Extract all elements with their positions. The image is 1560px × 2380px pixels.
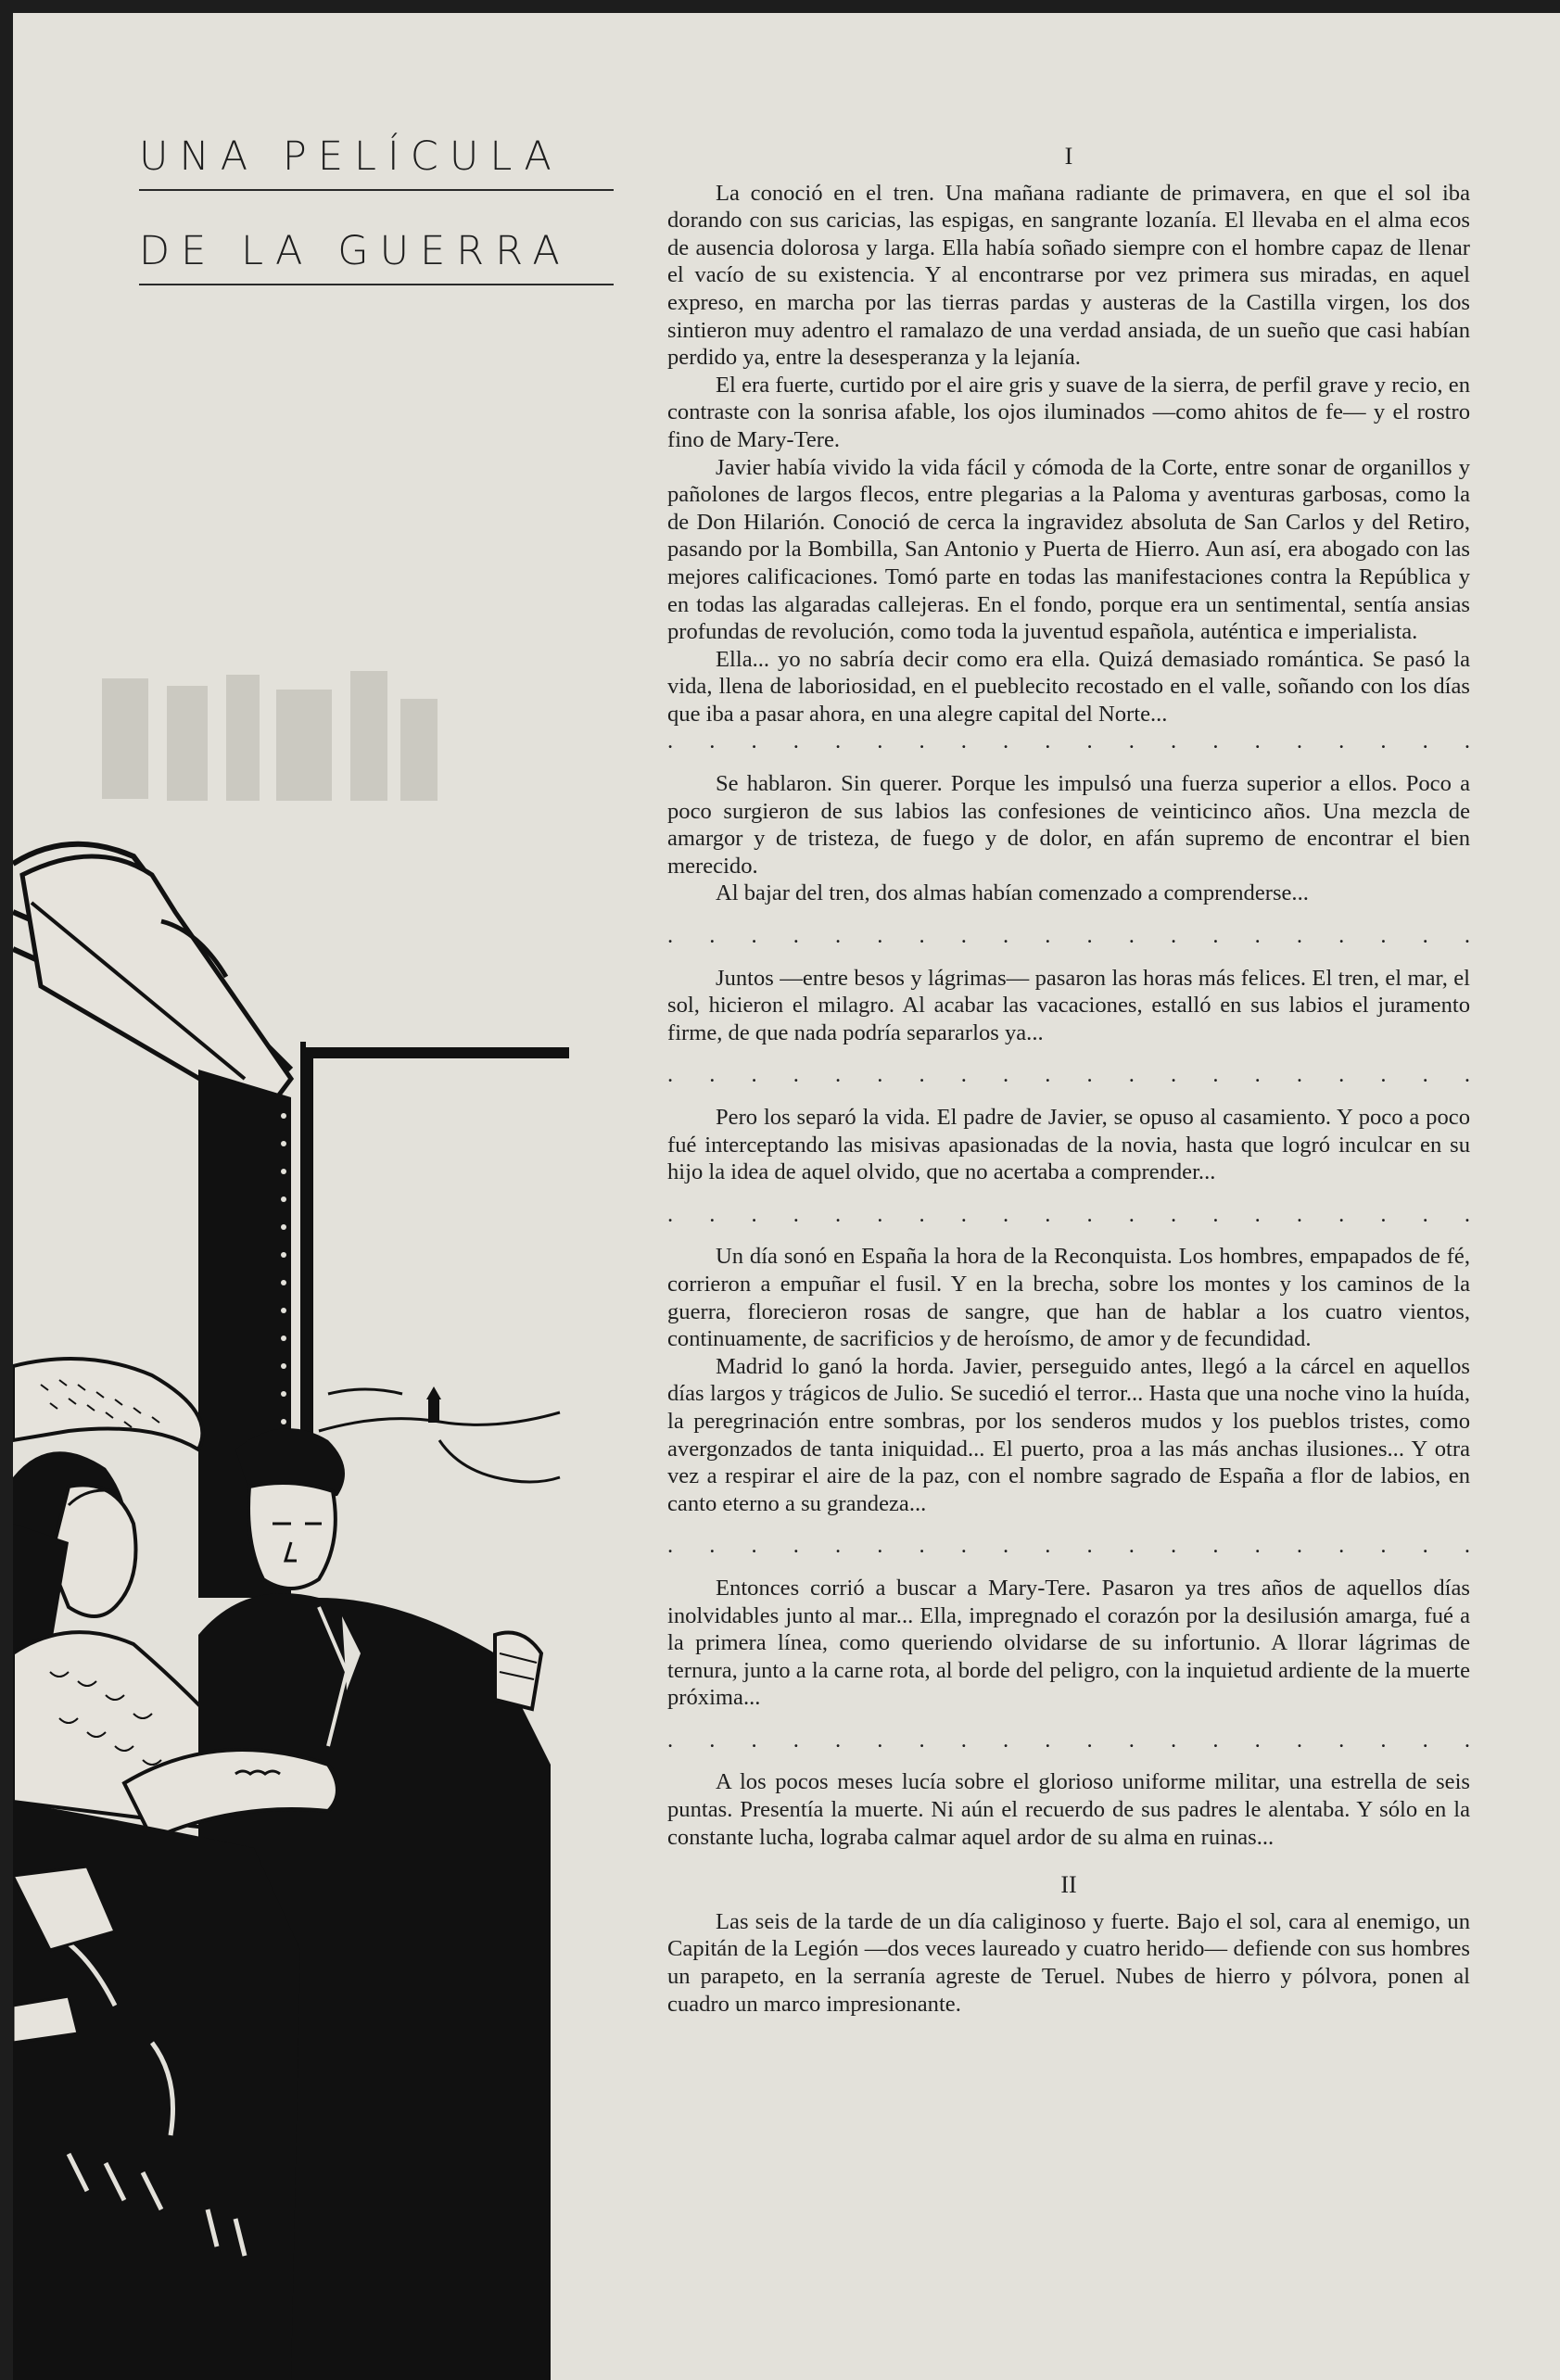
paragraph: Juntos —entre besos y lágrimas— pasaron las horas más felices. El tren, el mar, el sol, hicieron el milagro. Al acabar las vacaciones, estalló en sus labios el juramento firme, de que nada podría separarlos ya... (667, 965, 1470, 1045)
paragraph: Un día sonó en España la hora de la Reconquista. Los hombres, empapados de fé, corrieron a empuñar el fusil. Y en la brecha, sobre los montes y los caminos de la guerra, florecieron rosas de sangre, que han de hablar a los cuatro vientos, continuamente, de sacrificios y de heroísmo, de amor y de fecundidad. (667, 1244, 1470, 1352)
dot-separator: . . . . . . . . . . . . . . . . . . . . (667, 1727, 1470, 1753)
dot-separator: . . . . . . . . . . . . . . . . . . . . (667, 1062, 1470, 1088)
dot-separator: . . . . . . . . . . . . . . . . . . . . (667, 728, 1470, 754)
dot-separator: . . . . . . . . . . . . . . . . . . . . (667, 1533, 1470, 1559)
paragraph: Al bajar del tren, dos almas habían comenzado a comprenderse... (716, 880, 1309, 906)
section-heading-1: I (1064, 143, 1073, 170)
paragraph: Madrid lo ganó la horda. Javier, perseguido antes, llegó a la cárcel en aquellos días largos y trágicos de Julio. Se sucedió el terror... Hasta que una noche vino la huída, la peregrinación entre sombras, por los senderos mudos y los pueblos tristes, como avergonzados de tanta iniquidad... El puerto, proa a las más anchas ilusiones... Y otra vez a respirar el aire de la paz, con el nombre sagrado de España a flor de labios, en canto eterno a su grandeza... (667, 1353, 1470, 1516)
paragraph: Se hablaron. Sin querer. Porque les impulsó una fuerza superior a ellos. Poco a poco surgieron de sus labios las confesiones de veinticinco años. Una mezcla de amargor y de tristeza, de fuego y de dolor, en afán supremo de encontrar el bien merecido. (667, 771, 1470, 879)
paragraph: Pero los separó la vida. El padre de Javier, se opuso al casamiento. Y poco a poco fué interceptando las misivas apasionadas de la novia, hasta que logró inculcar en su hijo la idea de aquel olvido, que no acertaba a comprender... (667, 1105, 1470, 1185)
title-rule (139, 284, 614, 285)
illustration-couple-on-train (13, 838, 569, 2380)
section-heading-2: II (1060, 1871, 1077, 1899)
title-line-2: DE LA GUERRA (139, 228, 571, 274)
paragraph: Javier había vivido la vida fácil y cómoda de la Corte, entre sonar de organillos y pañolones de largos flecos, entre plegarias a la Paloma y aventuras garbosas, como la de Don Hilarión. Conoció de cerca la ingravidez absoluta de San Carlos y del Retiro, pasando por la Bombilla, San Antonio y Puerta de Hierro. Aun así, era abogado con las mejores calificaciones. Tomó parte en todas las manifestaciones contra la República y en todas las algaradas callejeras. En el fondo, porque era un sentimental, sentía ansias profundas de revolución, como toda la juventud española, auténtica e imperialista. (667, 454, 1470, 645)
paragraph: La conoció en el tren. Una mañana radiante de primavera, en que el sol iba dorando con sus caricias, las espigas, en sangrante lozanía. El llevaba en el alma ecos de ausencia dolorosa y larga. Ella había soñado siempre con el hombre capaz de llenar el vacío de su existencia. Y al encontrarse por vez primera sus miradas, en aquel expreso, en marcha por las tierras pardas y austeras de la Castilla virgen, los dos sintieron muy adentro el ramalazo de una verdad ansiada, de un sueño que casi habían perdido ya, entre la desesperanza y la lejanía. (667, 180, 1470, 371)
paragraph: Las seis de la tarde de un día caliginoso y fuerte. Bajo el sol, cara al enemigo, un Capitán de la Legión —dos veces laureado y cuatro herido— defiende con sus hombres un parapeto, en la serranía agreste de Teruel. Nubes de hierro y pólvora, ponen al cuadro un marco impresionante. (667, 1908, 1470, 2017)
paragraph: A los pocos meses lucía sobre el glorioso uniforme militar, una estrella de seis puntas. Presentía la muerte. Ni aún el recuerdo de sus padres le alentaba. Y sólo en la constante lucha, lograba calmar aquel ardor de su alma en ruinas... (667, 1769, 1470, 1850)
article-body (667, 143, 1470, 2018)
dot-separator: . . . . . . . . . . . . . . . . . . . . (667, 1201, 1470, 1227)
man-face (248, 1483, 336, 1589)
paragraph: El era fuerte, curtido por el aire gris y suave de la sierra, de perfil grave y recio, en contraste con la sonrisa afable, los ojos iluminados —como ahitos de fe— y el rostro fino de Mary-Tere. (667, 372, 1470, 452)
paragraph: Ella... yo no sabría decir como era ella. Quizá demasiado romántica. Se pasó la vida, llena de laboriosidad, en el pueblecito recostado en el valle, soñando con los días que iba a pasar ahora, en una alegre capital del Norte... (667, 646, 1470, 727)
magazine-page (13, 13, 1560, 2380)
title-rule (139, 189, 614, 191)
book (495, 1633, 541, 1710)
dot-separator: . . . . . . . . . . . . . . . . . . . . (667, 923, 1470, 949)
paragraph: Entonces corrió a buscar a Mary-Tere. Pasaron ya tres años de aquellos días inolvidables junto al mar... Ella, impregnado el corazón por la desilusión amarga, fué a la primera línea, como queriendo olvidarse de su infortunio. A llorar lágrimas de ternura, junto a la carne rota, al borde del peligro, con la inquietud ardiente de la muerte próxima... (667, 1575, 1470, 1711)
title-line-1: UNA PELÍCULA (139, 133, 563, 180)
show-through-ghost (95, 662, 447, 810)
